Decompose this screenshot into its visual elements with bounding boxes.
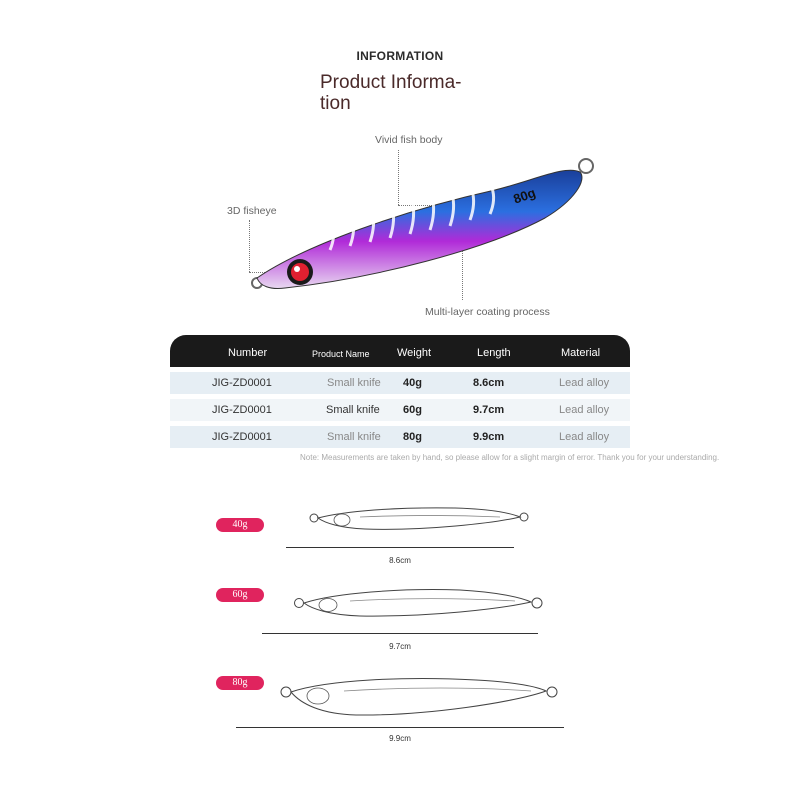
lure-outline-60g — [290, 585, 545, 621]
lure-print: 80g — [511, 184, 538, 207]
callout-fish-body: Vivid fish body — [375, 134, 443, 146]
section-label: INFORMATION — [356, 49, 444, 63]
length-label-60g: 9.7cm — [389, 642, 411, 651]
measurement-note: Note: Measurements are taken by hand, so please allow for a slight margin of error. Thank you for your understanding. — [300, 453, 720, 462]
lure-illustration — [245, 150, 605, 300]
table-header — [170, 335, 630, 367]
lure-outline-80g — [276, 672, 561, 720]
dimension-line — [286, 547, 514, 548]
callout-coating: Multi-layer coating process — [425, 306, 550, 318]
weight-tag-60g: 60g — [216, 588, 264, 602]
weight-tag-80g: 80g — [216, 676, 264, 690]
dimension-line — [236, 727, 564, 728]
length-label-80g: 9.9cm — [389, 734, 411, 743]
table-row: JIG-ZD0001 Small knife 80g 9.9cm Lead alloy — [170, 426, 630, 448]
lure-outline-40g — [305, 503, 535, 533]
weight-tag-40g: 40g — [216, 518, 264, 532]
page-title — [320, 72, 490, 114]
table-row: JIG-ZD0001 Small knife 40g 8.6cm Lead alloy — [170, 372, 630, 394]
length-label-40g: 8.6cm — [389, 556, 411, 565]
table-row: JIG-ZD0001 Small knife 60g 9.7cm Lead alloy — [170, 399, 630, 421]
lure-ring — [579, 159, 593, 173]
header-number: Number — [228, 347, 268, 359]
callout-fisheye: 3D fisheye — [227, 205, 277, 217]
title-line-2: tion — [320, 93, 351, 114]
header-length: Length — [477, 347, 511, 359]
dimension-line — [262, 633, 538, 634]
header-weight: Weight — [397, 347, 432, 359]
header-material: Material — [561, 347, 601, 359]
spec-table — [170, 335, 630, 448]
header-product-name: Product Name — [312, 349, 370, 359]
title-line-1: Product Informa- — [320, 72, 462, 93]
